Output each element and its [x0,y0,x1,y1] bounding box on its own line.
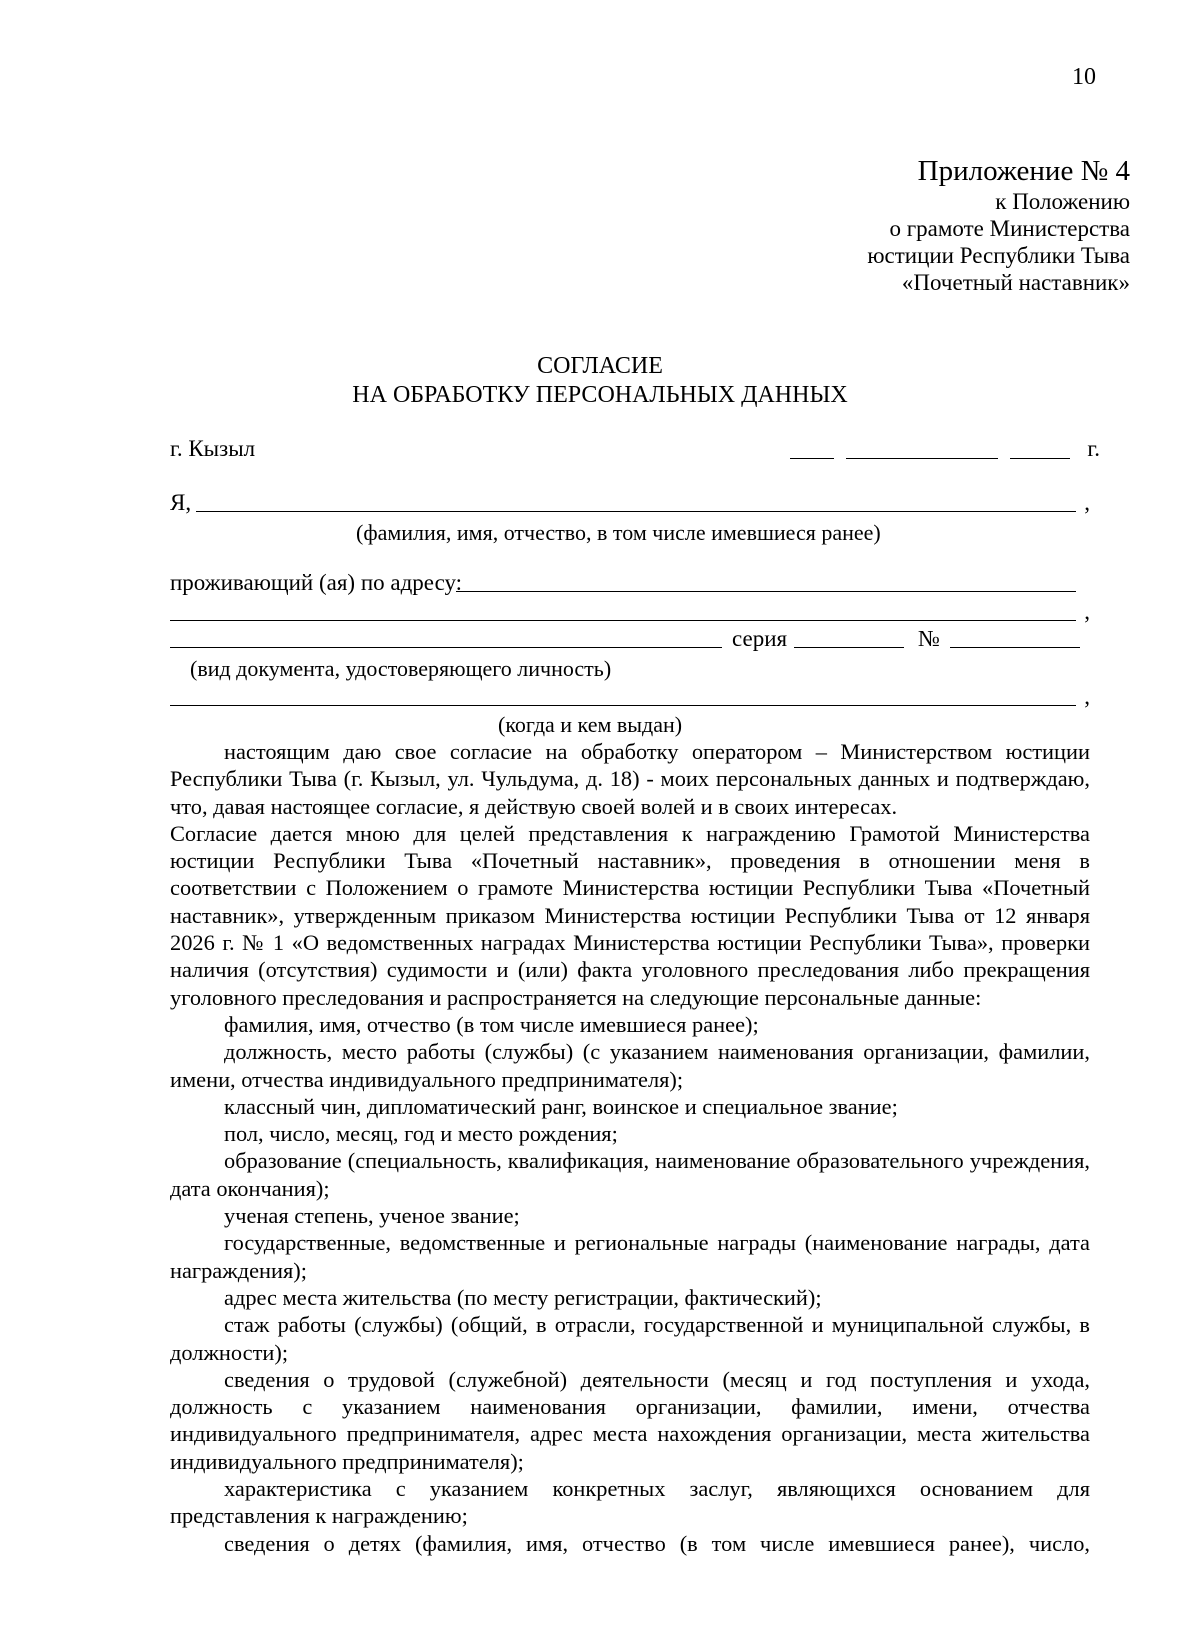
data-item: государственные, ведомственные и региональные награды (наименование награды, дата награждения); [170,1230,1090,1283]
data-item: сведения о детях (фамилия, имя, отчество (в том числе имевшиеся ранее), число, [224,1530,1090,1556]
full-name-caption: (фамилия, имя, отчество, в том числе имевшиеся ранее) [356,520,881,545]
number-label: № [918,626,940,651]
date-day-blank[interactable] [790,436,834,459]
document-title-line2: НА ОБРАБОТКУ ПЕРСОНАЛЬНЫХ ДАННЫХ [352,382,848,408]
data-item: должность, место работы (службы) (с указанием наименования организации, фамилии, имени, отчества индивидуального предпринимателя); [170,1039,1090,1092]
document-title-line1: СОГЛАСИЕ [537,353,663,379]
data-item: стаж работы (службы) (общий, в отрасли, государственной и муниципальной службы, в должности); [170,1312,1090,1365]
full-name-blank[interactable] [196,511,1076,512]
appendix-block [867,154,1130,296]
document-title [0,352,1200,410]
data-item: сведения о трудовой (служебной) деятельности (месяц и год поступления и ухода, должность с указанием наименования организации, фамилии, имени, отчества индивидуального предпринимателя, адрес места нахождения организации, места жительства индивидуального предпринимателя); [170,1366,1090,1474]
document-type-blank[interactable] [170,647,722,648]
address-blank[interactable] [456,591,1076,592]
address-field-continued[interactable] [170,599,1090,627]
series-blank[interactable] [794,647,904,648]
page-number: 10 [1072,64,1096,90]
consent-paragraph: настоящим даю свое согласие на обработку оператором – Министерством юстиции Республики Тыва (г. Кызыл, ул. Чульдума, д. 18) - моих персональных данных и подтверждаю, что, давая настоящее согласие, я действую своей волей и в своих интересах. [170,739,1090,819]
comma: , [1084,490,1090,515]
appendix-line: о грамоте Министерства [889,216,1130,241]
i-label: Я, [170,490,192,515]
date-month-blank[interactable] [846,436,998,459]
full-name-field[interactable] [170,490,1090,518]
address-blank-2[interactable] [170,620,1076,621]
appendix-line: «Почетный наставник» [901,270,1130,295]
issued-by-field[interactable] [170,684,1090,712]
data-item: фамилия, имя, отчество (в том числе имевшиеся ранее); [224,1011,759,1037]
appendix-line: юстиции Республики Тыва [867,243,1130,268]
date-year-blank[interactable] [1010,436,1070,459]
year-suffix: г. [1087,436,1100,461]
document-type-caption: (вид документа, удостоверяющего личность) [190,656,612,681]
data-item: адрес места жительства (по месту регистрации, фактический); [224,1284,822,1310]
comma: , [1084,684,1090,709]
identity-document-field[interactable] [170,626,1090,654]
data-item: характеристика с указанием конкретных заслуг, являющихся основанием для представления к награждению; [170,1476,1090,1529]
appendix-title: Приложение № 4 [917,155,1130,187]
city-label: г. Кызыл [170,436,256,461]
comma: , [1084,599,1090,624]
address-field[interactable] [170,570,1090,598]
data-item: образование (специальность, квалификация, наименование образовательного учреждения, дата окончания); [170,1148,1090,1201]
consent-purpose-paragraph: Согласие дается мною для целей представления к награждению Грамотой Министерства юстиции Республики Тыва «Почетный наставник», проведения в отношении меня в соответствии с Положением о грамоте Министерства юстиции Республики Тыва «Почетный наставник», утвержденным приказом Министерства юстиции Республики Тыва от 12 января 2026 г. № 1 «О ведомственных наградах Министерства юстиции Республики Тыва», проверки наличия (отсутствия) судимости и (или) факта уголовного преследования либо прекращения уголовного преследования и распространяется на следующие персональные данные: [170,820,1090,1010]
appendix-line: к Положению [995,189,1130,214]
issued-by-caption: (когда и кем выдан) [498,712,683,737]
data-item: классный чин, дипломатический ранг, воинское и специальное звание; [224,1093,898,1119]
data-item: пол, число, месяц, год и место рождения; [224,1121,618,1147]
consent-body [170,738,1090,1557]
date-field[interactable] [790,436,1100,464]
issued-by-blank[interactable] [170,705,1076,706]
series-label: серия [732,626,788,651]
number-blank[interactable] [950,647,1080,648]
data-item: ученая степень, ученое звание; [224,1203,520,1229]
address-label: проживающий (ая) по адресу: [170,570,463,595]
